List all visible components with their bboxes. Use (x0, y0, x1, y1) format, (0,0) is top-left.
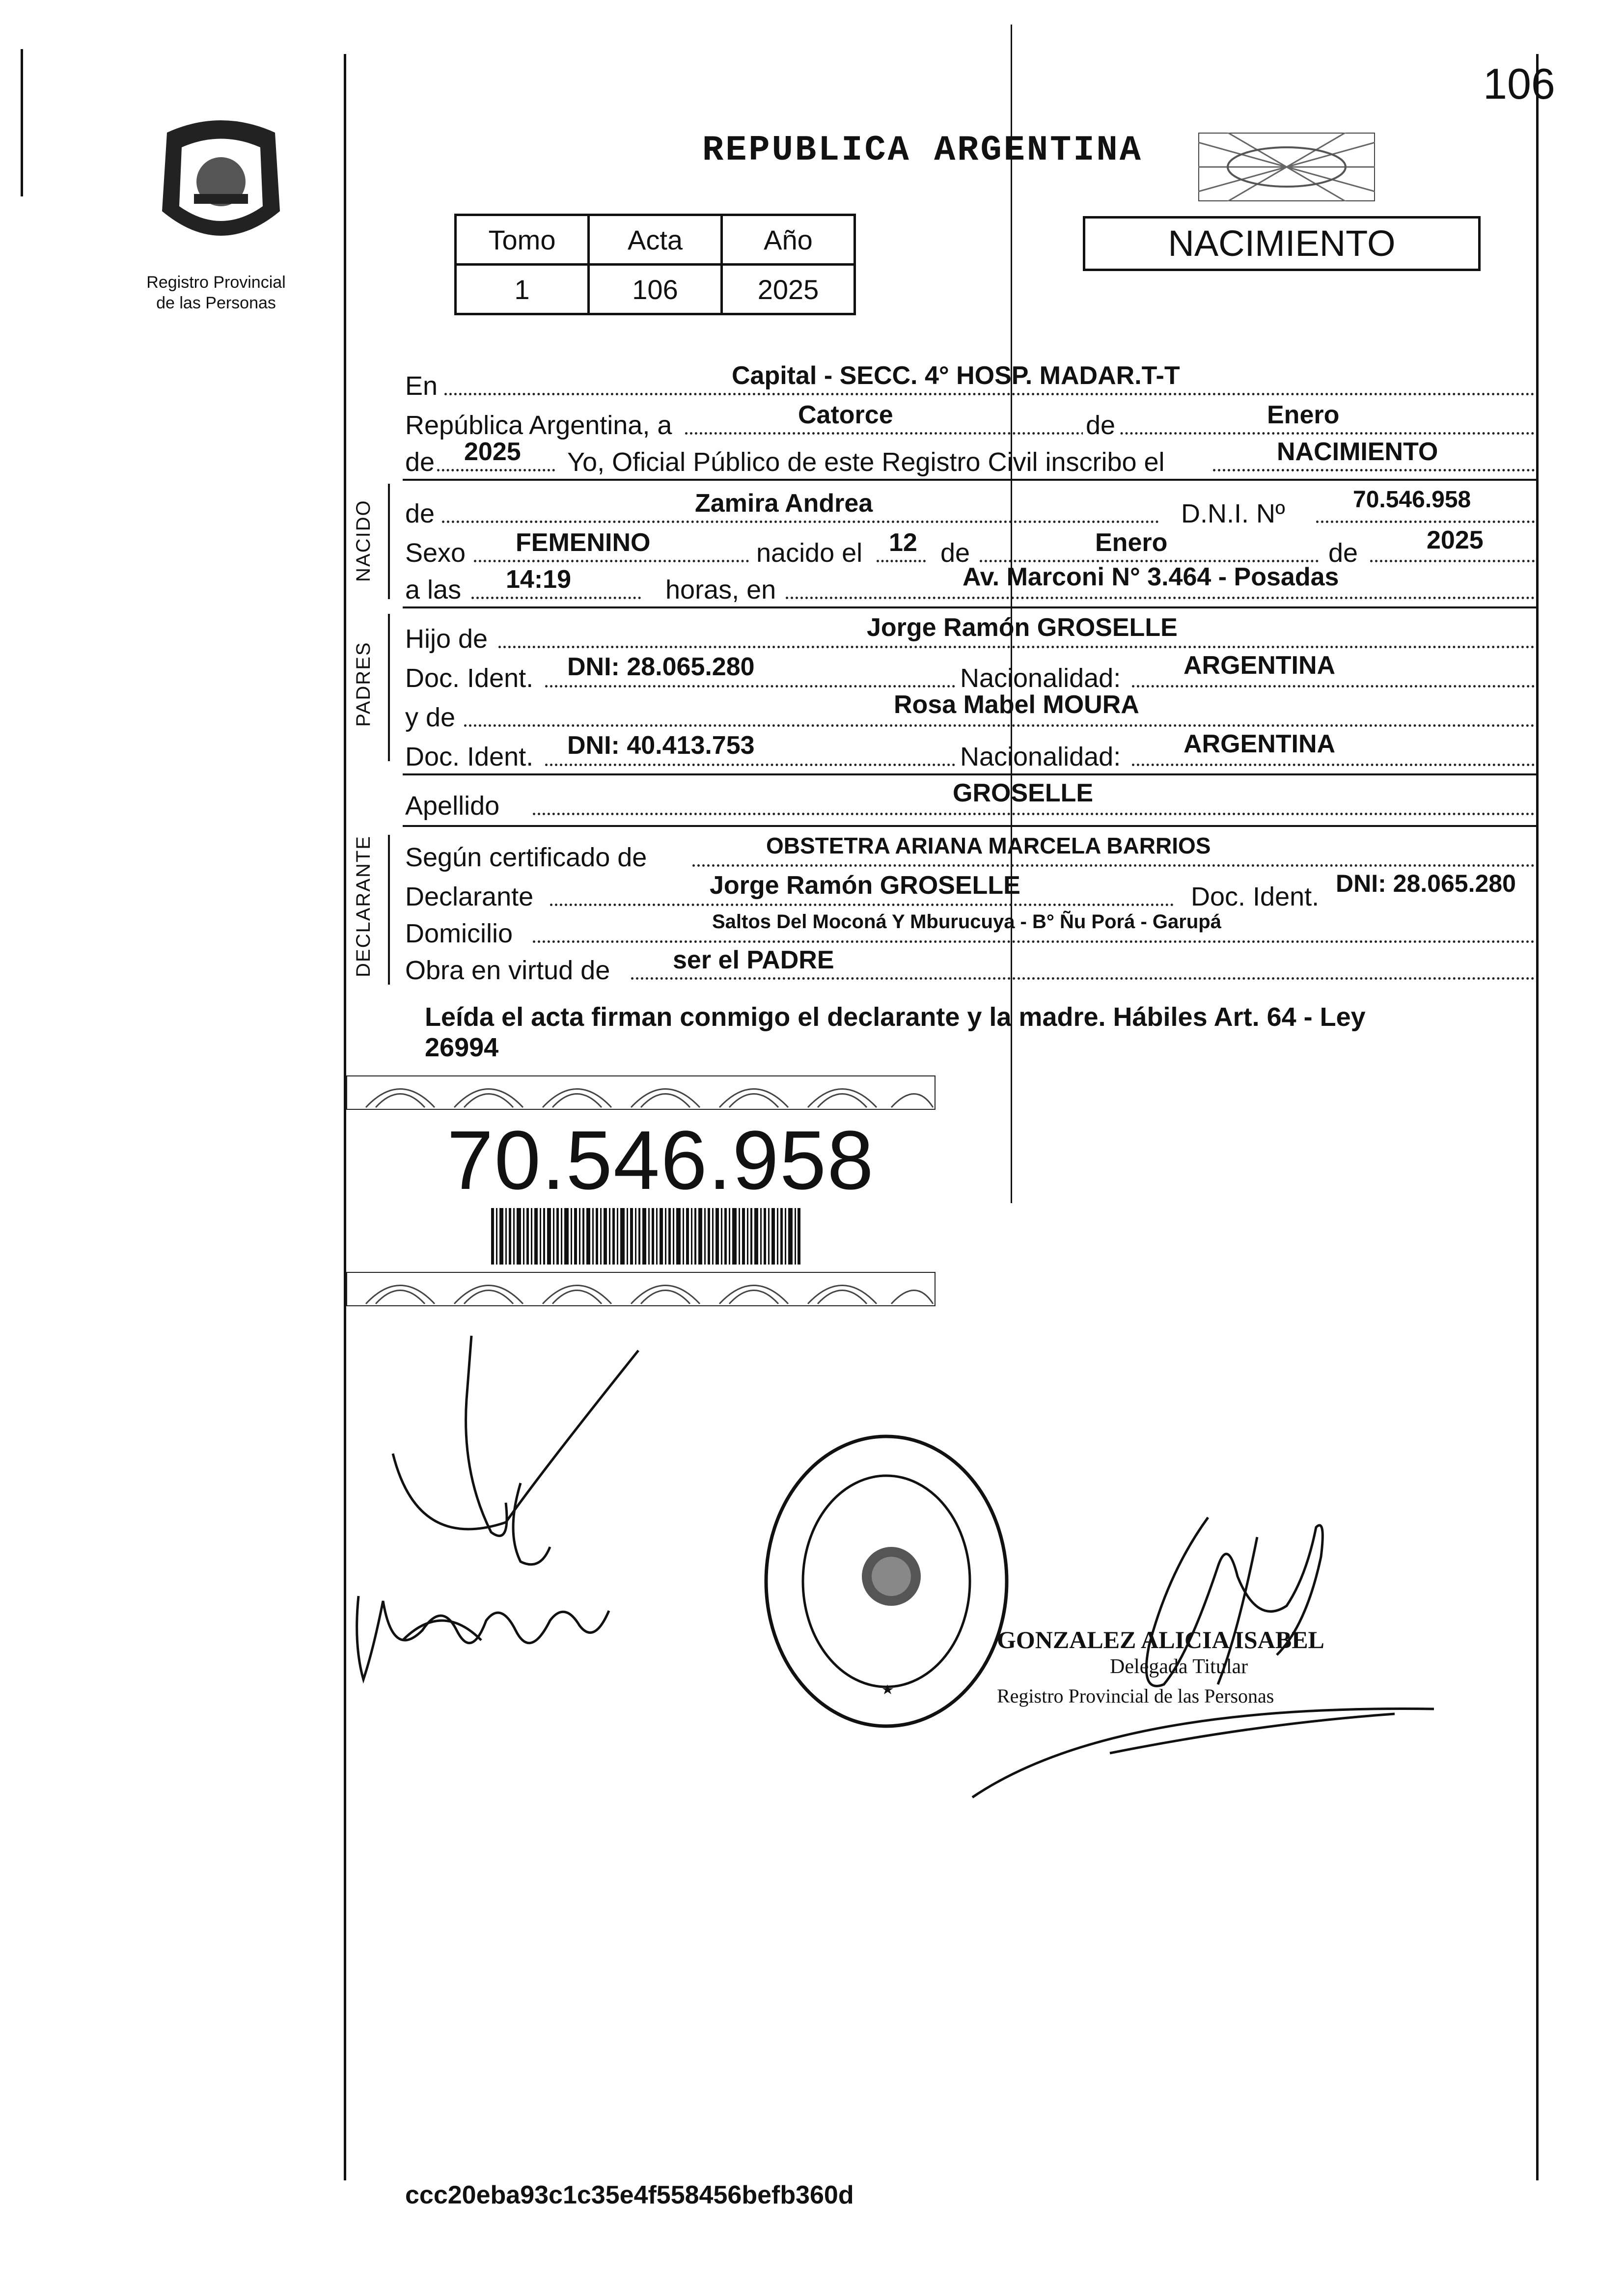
padre-doc: DNI: 28.065.280 (567, 653, 755, 681)
padre-line (498, 646, 1535, 648)
country-title: REPUBLICA ARGENTINA (702, 130, 1143, 170)
acta-header: Acta (589, 215, 722, 265)
anio-header: Año (722, 215, 855, 265)
registry-name-line1: Registro Provincial (146, 273, 286, 292)
declarante-line (550, 904, 1174, 906)
nacido-de-label: de (405, 499, 435, 528)
madre-doc-line (545, 764, 955, 766)
en-line (444, 393, 1535, 395)
registry-name-line2: de las Personas (156, 294, 276, 312)
apellido-line (533, 813, 1535, 815)
sexo-line (474, 560, 749, 562)
padre-nac: ARGENTINA (1184, 651, 1336, 680)
left-margin-line (344, 54, 346, 2180)
anio2-line (1370, 560, 1535, 562)
inscripcion-value: NACIMIENTO (1277, 438, 1438, 466)
domicilio-line (533, 940, 1535, 943)
document-type-box: NACIMIENTO (1083, 216, 1481, 271)
officer-registry: Registro Provincial de las Personas (997, 1685, 1274, 1707)
de-label-1: de (1083, 410, 1118, 440)
nombre-line (442, 521, 1159, 523)
madre-nac: ARGENTINA (1184, 730, 1336, 758)
divider-3 (403, 773, 1537, 775)
tomo-acta-anio-table (454, 214, 856, 315)
dia-line (877, 560, 926, 562)
inscripcion-line (1213, 469, 1535, 471)
padre-nac-label: Nacionalidad: (960, 663, 1121, 693)
anio-texto: 2025 (464, 438, 521, 466)
legal-text-line2: 26994 (425, 1033, 499, 1062)
nacido-dni: 70.546.958 (1353, 487, 1471, 513)
nacido-dia: 12 (889, 528, 917, 557)
anio-value: 2025 (722, 265, 855, 314)
en-label: En (405, 371, 438, 401)
apellido-label: Apellido (405, 791, 500, 821)
document-hash: ccc20eba93c1c35e4f558456befb360d (405, 2181, 854, 2209)
declarante-doc-label: Doc. Ident. (1191, 882, 1320, 911)
nacido-de-label-3: de (1328, 538, 1358, 568)
nacido-hora: 14:19 (506, 565, 571, 594)
declarante-bracket (388, 835, 390, 985)
de-label-2: de (405, 447, 435, 477)
nacido-sexo: FEMENINO (516, 528, 651, 557)
tomo-header: Tomo (456, 215, 589, 265)
declarante-label: Declarante (405, 882, 534, 911)
horas-en-label: horas, en (665, 575, 776, 605)
tomo-value: 1 (456, 265, 589, 314)
padre-doc-line (545, 685, 955, 688)
declarante-nombre: Jorge Ramón GROSELLE (710, 871, 1020, 900)
barcode (491, 1208, 800, 1265)
hora-line (471, 597, 641, 599)
guilloche-band-bottom (346, 1272, 936, 1306)
obra-line (631, 977, 1535, 980)
legal-text-line1: Leída el acta firman conmigo el declarante y la madre. Hábiles Art. 64 - Ley (425, 1002, 1366, 1032)
nacido-bracket (388, 484, 390, 599)
binding-line (21, 49, 23, 196)
mes-texto: Enero (1267, 401, 1340, 429)
divider-1 (403, 479, 1537, 481)
madre-doc-label: Doc. Ident. (405, 742, 534, 771)
certificado-label: Según certificado de (405, 843, 647, 872)
right-margin-line (1536, 54, 1539, 2180)
nacido-nombre: Zamira Andrea (695, 489, 873, 518)
y-de-label: y de (405, 703, 456, 732)
madre-nac-label: Nacionalidad: (960, 742, 1121, 771)
madre-doc: DNI: 40.413.753 (567, 731, 755, 760)
nacido-mes: Enero (1095, 528, 1168, 557)
madre-line (464, 724, 1535, 727)
dia-texto: Catorce (798, 401, 893, 429)
anio-line (437, 469, 555, 471)
padres-section-label: PADRES (353, 641, 374, 727)
declarant-signature (344, 1326, 688, 1719)
declarante-section-label: DECLARANTE (353, 835, 374, 977)
oficial-text: Yo, Oficial Público de este Registro Civil inscribo el (567, 447, 1165, 477)
declarante-doc: DNI: 28.065.280 (1336, 870, 1516, 897)
id-number-large: 70.546.958 (447, 1114, 875, 1207)
nacido-lugar: Av. Marconi N° 3.464 - Posadas (963, 563, 1339, 591)
padre-doc-label: Doc. Ident. (405, 663, 534, 693)
officer-role: Delegada Titular (1110, 1655, 1248, 1678)
officer-name: GONZALEZ ALICIA ISABEL (997, 1626, 1324, 1653)
security-pattern (1198, 133, 1375, 201)
lugar-line (786, 597, 1535, 599)
page-number: 106 (1483, 59, 1555, 108)
certificado-value: OBSTETRA ARIANA MARCELA BARRIOS (766, 833, 1211, 858)
apellido-value: GROSELLE (953, 779, 1094, 807)
nacido-de-label-2: de (940, 538, 970, 568)
divider-2 (403, 606, 1537, 608)
obra-value: ser el PADRE (673, 946, 834, 974)
hijo-de-label: Hijo de (405, 624, 488, 654)
sexo-label: Sexo (405, 538, 466, 568)
padres-bracket (388, 614, 390, 761)
madre-nac-line (1132, 764, 1535, 766)
obra-label: Obra en virtud de (405, 956, 610, 985)
alas-label: a las (405, 575, 462, 605)
certificado-line (692, 864, 1535, 867)
guilloche-band-top (346, 1075, 936, 1110)
nacido-el-label: nacido el (756, 538, 863, 568)
nacido-anio: 2025 (1427, 526, 1484, 554)
nacido-section-label: NACIDO (353, 499, 374, 582)
dni-label: D.N.I. Nº (1181, 499, 1285, 528)
domicilio-label: Domicilio (405, 919, 513, 948)
en-value: Capital - SECC. 4° HOSP. MADAR.T-T (732, 361, 1180, 390)
republica-label: República Argentina, a (405, 411, 672, 440)
padre-nac-line (1132, 685, 1535, 688)
divider-4 (403, 825, 1537, 827)
madre-nombre: Rosa Mabel MOURA (894, 690, 1139, 719)
padre-nombre: Jorge Ramón GROSELLE (867, 613, 1178, 642)
dni-line (1316, 521, 1535, 523)
province-seal-icon (147, 113, 295, 260)
acta-value: 106 (589, 265, 722, 314)
domicilio-value: Saltos Del Moconá Y Mburucuya - B° Ñu Porá - Garupá (712, 911, 1221, 933)
